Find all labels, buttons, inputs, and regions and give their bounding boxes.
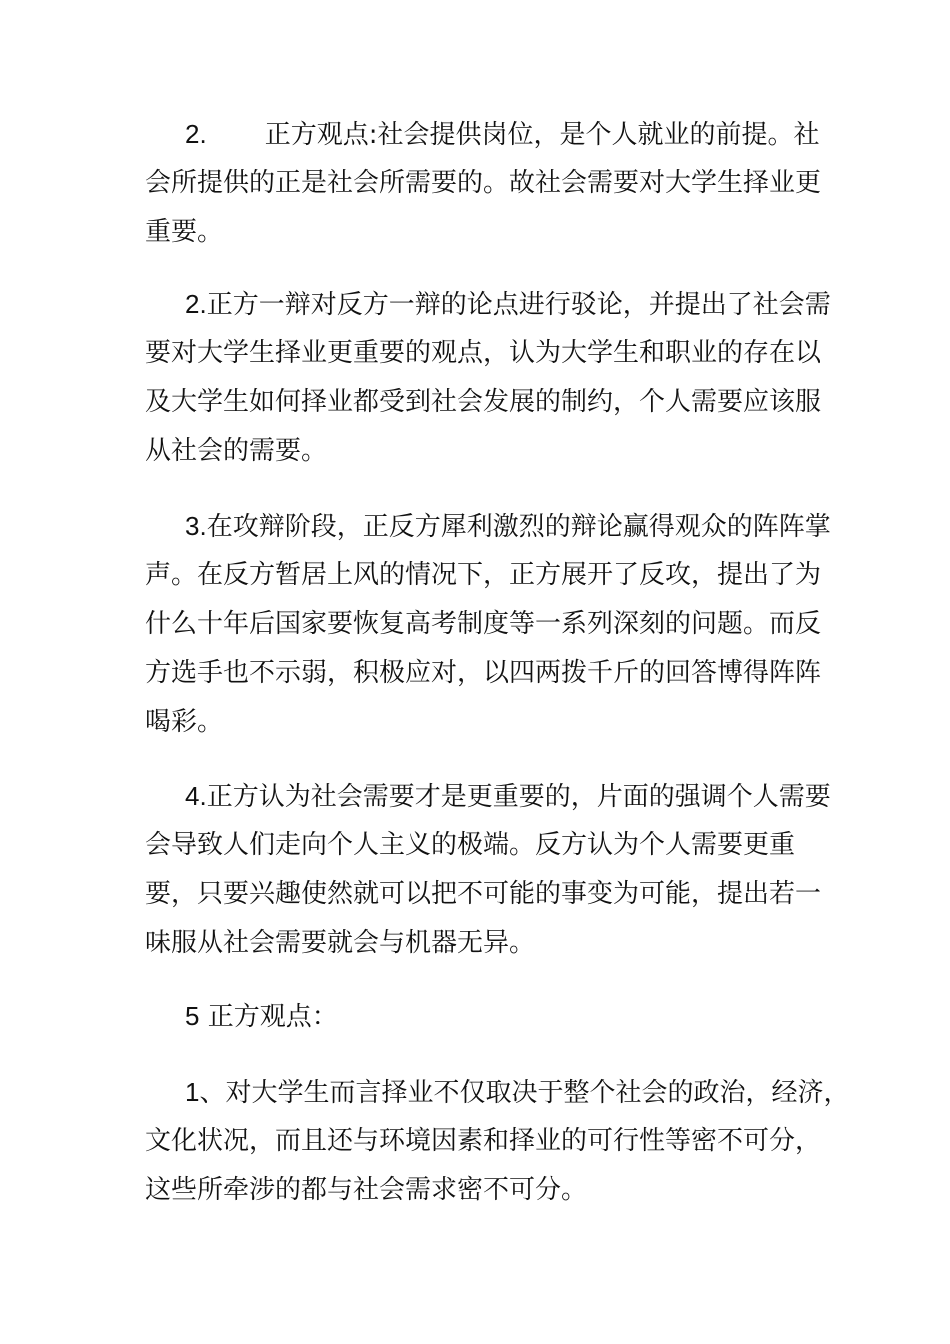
paragraph-line: 方选手也不示弱，积极应对，以四两拨千斤的回答博得阵阵 [145, 658, 822, 688]
paragraph-line: 这些所牵涉的都与社会需求密不可分。 [145, 1175, 588, 1205]
paragraph-4 [145, 772, 835, 968]
paragraph-number: 2. [185, 289, 207, 319]
paragraph-line: 及大学生如何择业都受到社会发展的制约，个人需要应该服 [145, 387, 822, 417]
paragraph-line: 要对大学生择业更重要的观点，认为大学生和职业的存在以 [145, 338, 822, 368]
paragraph-number: 1、 [185, 1077, 226, 1107]
paragraph-line: 重要。 [145, 217, 224, 247]
paragraph-line: 什么十年后国家要恢复高考制度等一系列深刻的问题。而反 [145, 609, 822, 639]
paragraph-1 [145, 110, 835, 257]
paragraph-line: 声。在反方暂居上风的情况下，正方展开了反攻，提出了为 [145, 560, 822, 590]
paragraph-line: 对大学生而言择业不仅取决于整个社会的政治，经济， [225, 1078, 850, 1108]
paragraph-line: 会所提供的正是社会所需要的。故社会需要对大学生择业更 [145, 168, 822, 198]
paragraph-5 [145, 992, 835, 1041]
paragraph-line: 喝彩。 [145, 707, 224, 737]
paragraph-line: 从社会的需要。 [145, 436, 328, 466]
paragraph-line: 正方观点： [207, 1002, 338, 1032]
paragraph-number: 5 [185, 1001, 200, 1031]
paragraph-line: 文化状况，而且还与环境因素和择业的可行性等密不可分， [145, 1126, 822, 1156]
paragraph-number: 2. [185, 119, 207, 149]
paragraph-line: 会导致人们走向个人主义的极端。反方认为个人需要更重 [145, 830, 796, 860]
paragraph-2 [145, 280, 835, 476]
paragraph-line: 要，只要兴趣使然就可以把不可能的事变为可能，提出若一 [145, 879, 822, 909]
paragraph-line: 味服从社会需要就会与机器无异。 [145, 928, 536, 958]
paragraph-line: 正方观点:社会提供岗位，是个人就业的前提。社 [264, 120, 820, 150]
paragraph-number: 4. [185, 781, 207, 811]
paragraph-3 [145, 502, 835, 747]
paragraph-line: 正方认为社会需要才是更重要的，片面的强调个人需要 [206, 782, 831, 812]
paragraph-6 [145, 1068, 850, 1215]
paragraph-number: 3. [185, 511, 207, 541]
paragraph-line: 正方一辩对反方一辩的论点进行驳论，并提出了社会需 [206, 290, 831, 320]
paragraph-line: 在攻辩阶段，正反方犀利激烈的辩论赢得观众的阵阵掌 [206, 512, 831, 542]
